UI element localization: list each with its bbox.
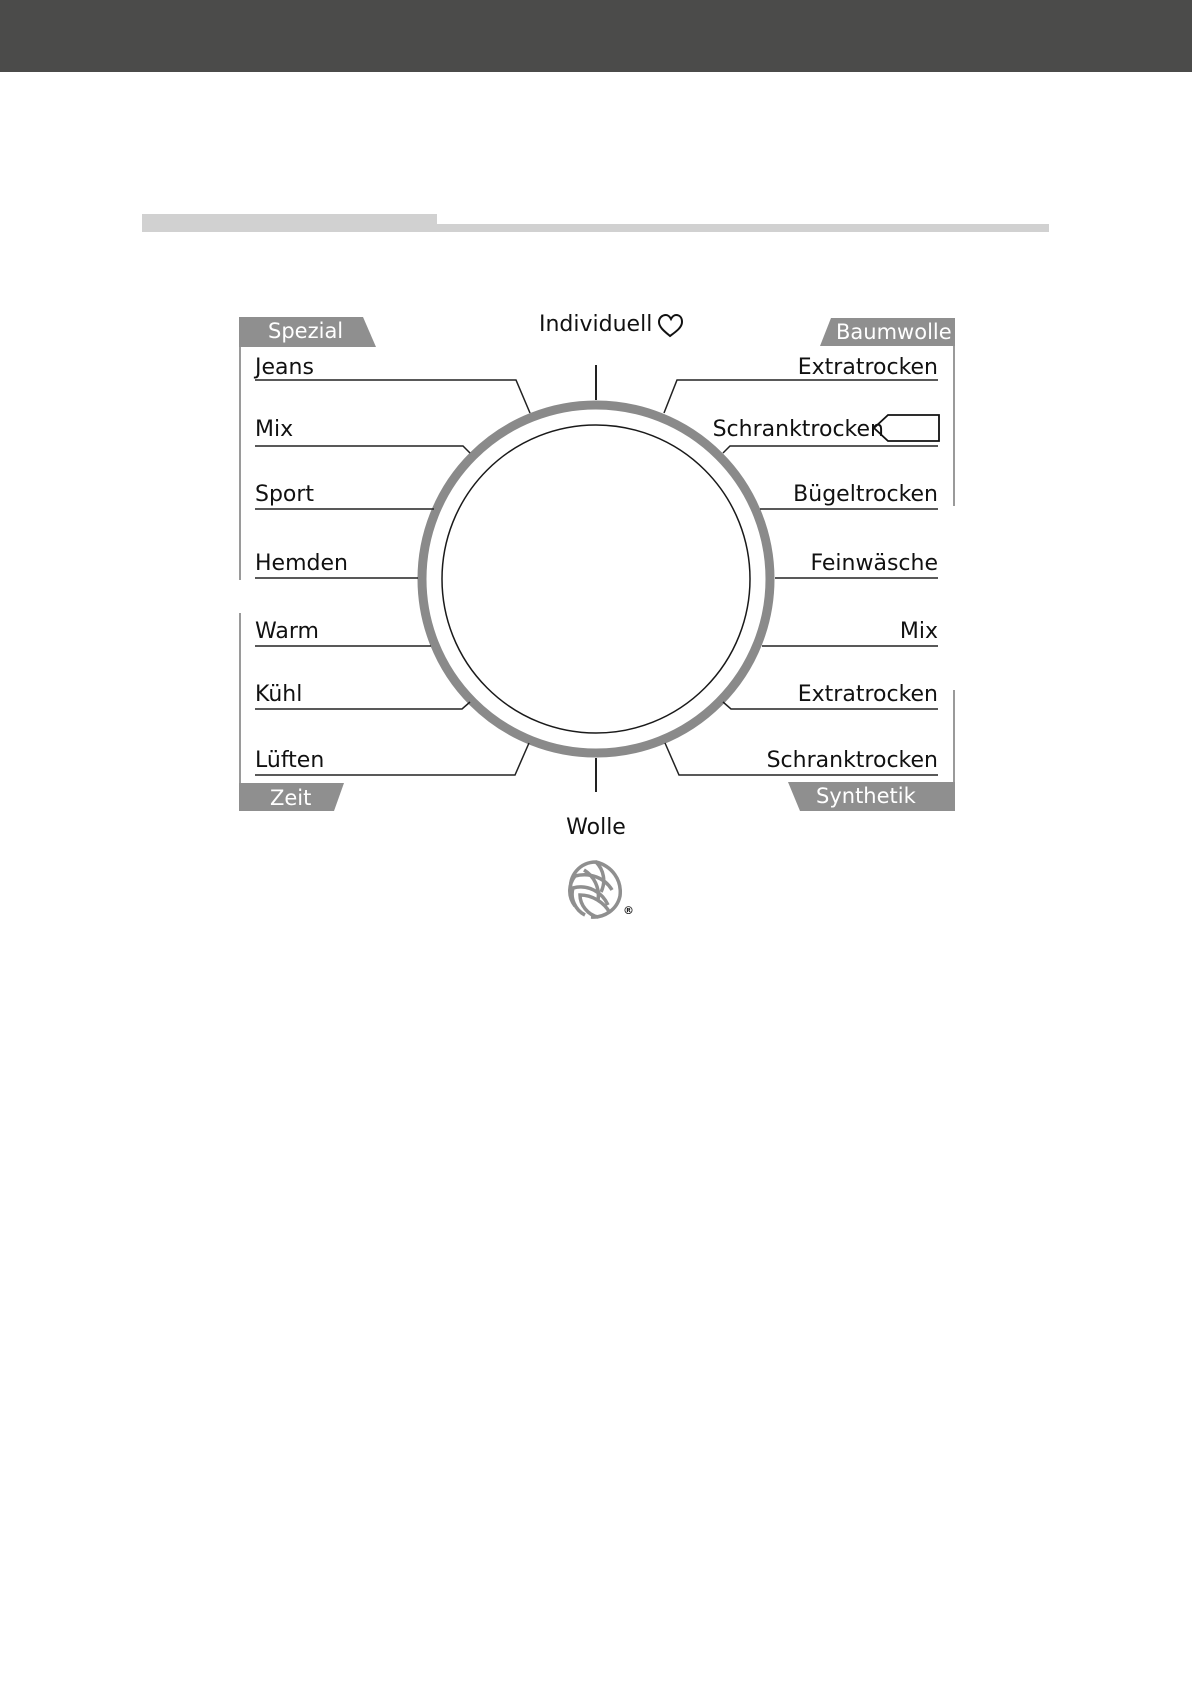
woolmark-registered-mark: ® [623, 904, 634, 917]
program-label-individuell: Individuell [539, 312, 653, 337]
program-label-jeans: Jeans [255, 355, 314, 380]
leader-right-2 [723, 446, 938, 453]
program-label-schranktrocken-baumwolle: Schranktrocken [712, 417, 884, 442]
program-label-mix-synthetik: Mix [899, 619, 938, 644]
program-label-schranktrocken-synthetik: Schranktrocken [766, 748, 938, 773]
heart-icon [659, 315, 682, 336]
program-label-buegeltrocken: Bügeltrocken [793, 482, 938, 507]
group-tag-zeit-label: Zeit [270, 786, 312, 810]
program-label-hemden: Hemden [255, 551, 348, 576]
program-label-warm: Warm [255, 619, 319, 644]
program-label-extratrocken-synthetik: Extratrocken [797, 682, 938, 707]
program-label-lueften: Lüften [255, 748, 325, 773]
program-label-feinwaesche: Feinwäsche [810, 551, 938, 576]
program-label-mix-spezial: Mix [255, 417, 294, 442]
program-label-wolle: Wolle [566, 815, 626, 840]
group-tag-spezial [239, 317, 376, 347]
group-tag-baumwolle [820, 318, 955, 346]
program-label-extratrocken-baumwolle: Extratrocken [797, 355, 938, 380]
group-tag-spezial-label: Spezial [268, 319, 344, 343]
leader-left-2 [255, 446, 470, 453]
group-tag-zeit [239, 783, 344, 811]
woolmark-logo-icon [570, 862, 621, 917]
dial-outer-ring [422, 405, 770, 753]
leader-right-1 [664, 380, 938, 413]
program-label-sport: Sport [255, 482, 315, 507]
group-tag-baumwolle-label: Baumwolle [836, 320, 952, 344]
leader-left-1 [255, 380, 530, 413]
program-label-kuehl: Kühl [255, 682, 303, 707]
dial-inner-ring [442, 425, 750, 733]
group-tag-synthetik-label: Synthetik [816, 784, 916, 808]
group-tag-synthetik [788, 782, 955, 811]
